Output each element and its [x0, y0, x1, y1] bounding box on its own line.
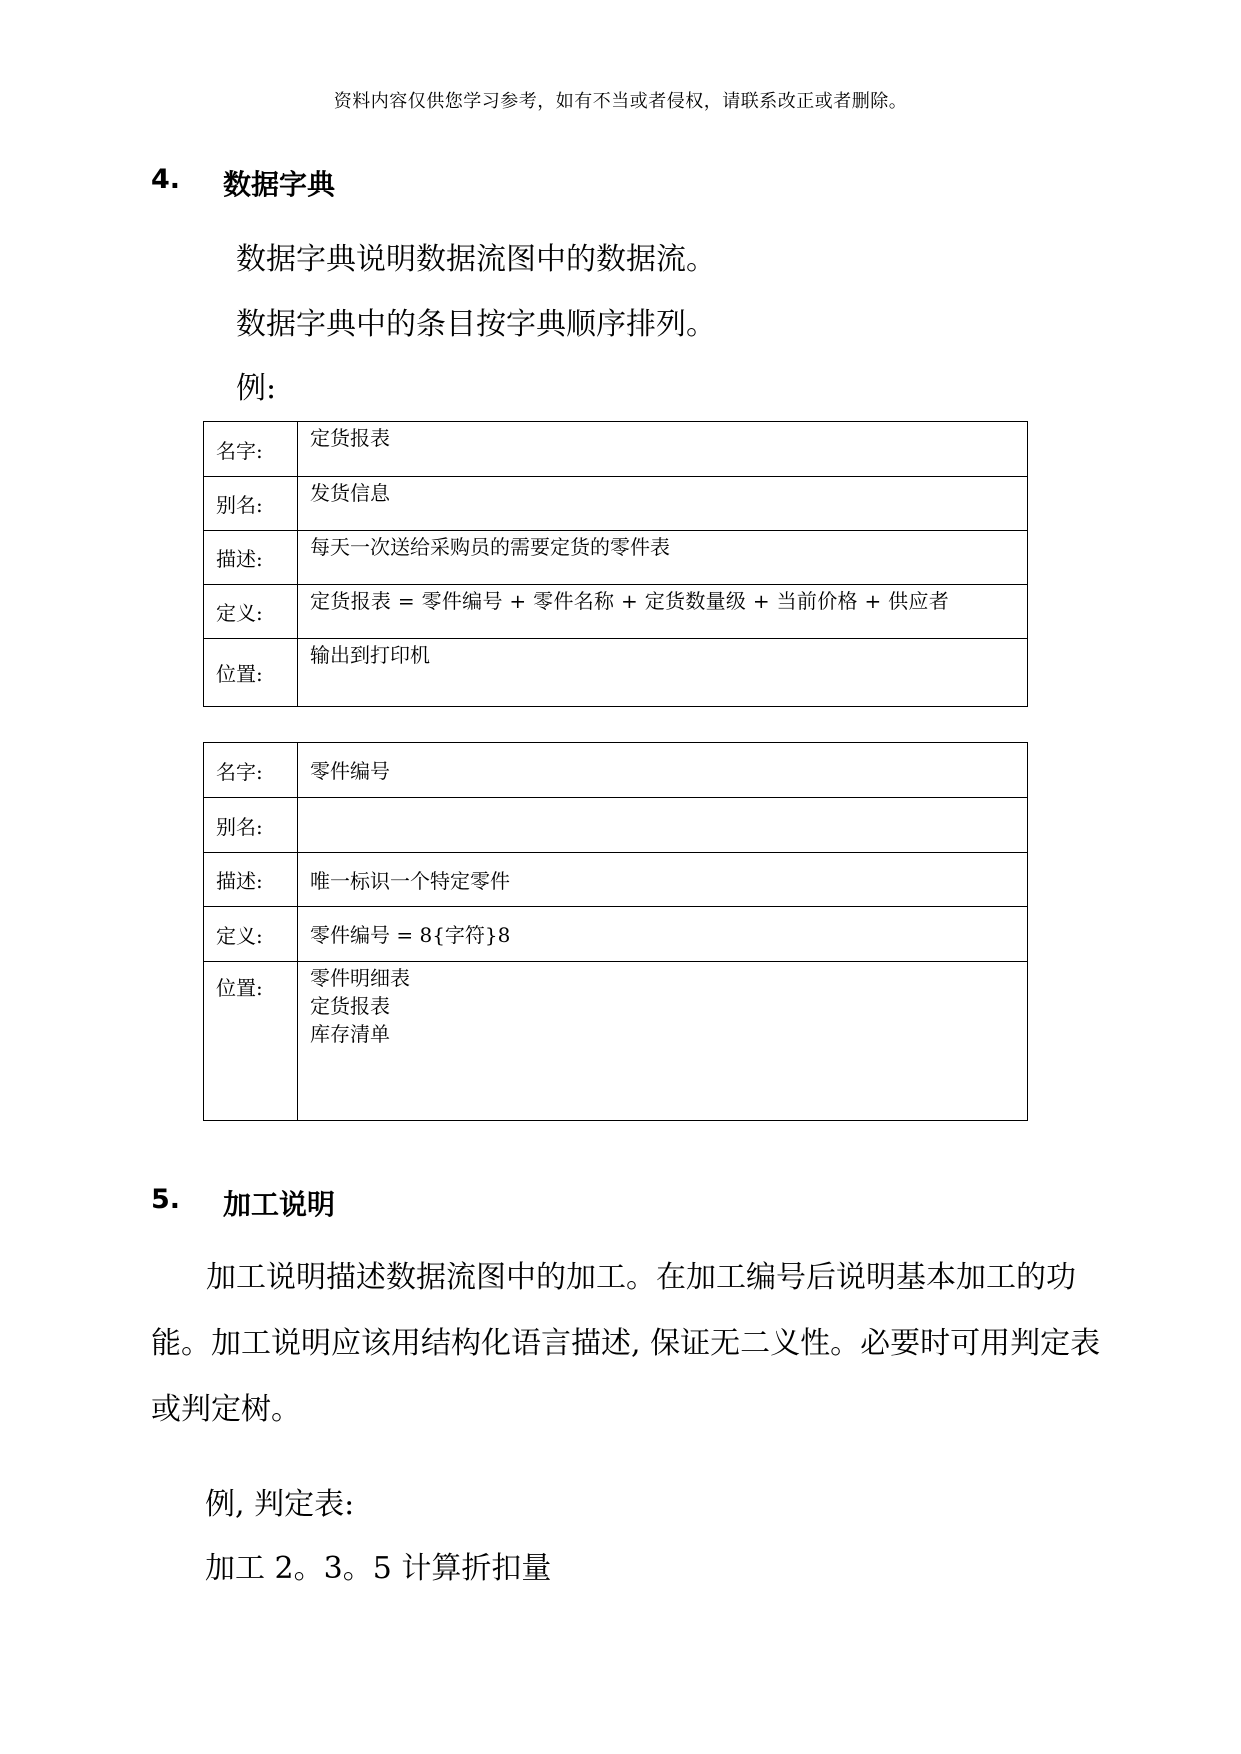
table-row: [204, 798, 1028, 853]
section-5-example-label: 例, 判定表:: [205, 1487, 355, 1522]
table-row: [204, 853, 1028, 907]
section-4-line-1: 数据字典说明数据流图中的数据流。: [236, 242, 716, 277]
row-label: 定义:: [204, 907, 298, 962]
row-value: 定货报表 = 零件编号 + 零件名称 + 定货数量级 + 当前价格 + 供应者: [298, 585, 1028, 639]
table-row: [204, 639, 1028, 707]
table-row: [204, 531, 1028, 585]
row-value: 输出到打印机: [298, 639, 1028, 707]
row-value-list: [298, 962, 1028, 1121]
data-dictionary-table-2: [203, 742, 1028, 1121]
section-4-example-label: 例:: [236, 371, 277, 406]
section-4-number: 4.: [151, 164, 181, 195]
data-dictionary-table-1: [203, 421, 1028, 707]
section-5-title: 加工说明: [223, 1188, 336, 1221]
row-value: 零件编号: [298, 743, 1028, 798]
table-row: [204, 743, 1028, 798]
table-row: [204, 907, 1028, 962]
row-value: 发货信息: [298, 477, 1028, 531]
row-value: 零件编号 = 8{字符}8: [298, 907, 1028, 962]
row-value: 每天一次送给采购员的需要定货的零件表: [298, 531, 1028, 585]
location-item: 定货报表: [310, 994, 390, 1018]
table-row: [204, 585, 1028, 639]
row-label: 名字:: [204, 743, 298, 798]
row-label: 描述:: [204, 853, 298, 907]
header-note: 资料内容仅供您学习参考，如有不当或者侵权，请联系改正或者删除。: [333, 91, 908, 112]
row-label: 名字:: [204, 422, 298, 477]
row-label: 位置:: [204, 639, 298, 707]
row-label: 别名:: [204, 477, 298, 531]
section-4-line-2: 数据字典中的条目按字典顺序排列。: [236, 307, 716, 342]
table-row: [204, 962, 1028, 1121]
table-row: [204, 422, 1028, 477]
table-row: [204, 477, 1028, 531]
section-5-paragraph: 加工说明描述数据流图中的加工。在加工编号后说明基本加工的功能。加工说明应该用结构化语言描述, 保证无二义性。必要时可用判定表或判定树。: [151, 1260, 1101, 1427]
row-value: [298, 798, 1028, 853]
location-item: 零件明细表: [310, 966, 410, 990]
row-label: 别名:: [204, 798, 298, 853]
section-5-process-title: 加工 2。3。5 计算折扣量: [205, 1551, 552, 1586]
location-item: 库存清单: [310, 1022, 390, 1046]
row-label: 定义:: [204, 585, 298, 639]
section-5-number: 5.: [151, 1184, 181, 1215]
section-4-title: 数据字典: [223, 168, 336, 201]
row-label: 描述:: [204, 531, 298, 585]
row-value: 定货报表: [298, 422, 1028, 477]
row-label: 位置:: [204, 962, 298, 1121]
row-value: 唯一标识一个特定零件: [298, 853, 1028, 907]
